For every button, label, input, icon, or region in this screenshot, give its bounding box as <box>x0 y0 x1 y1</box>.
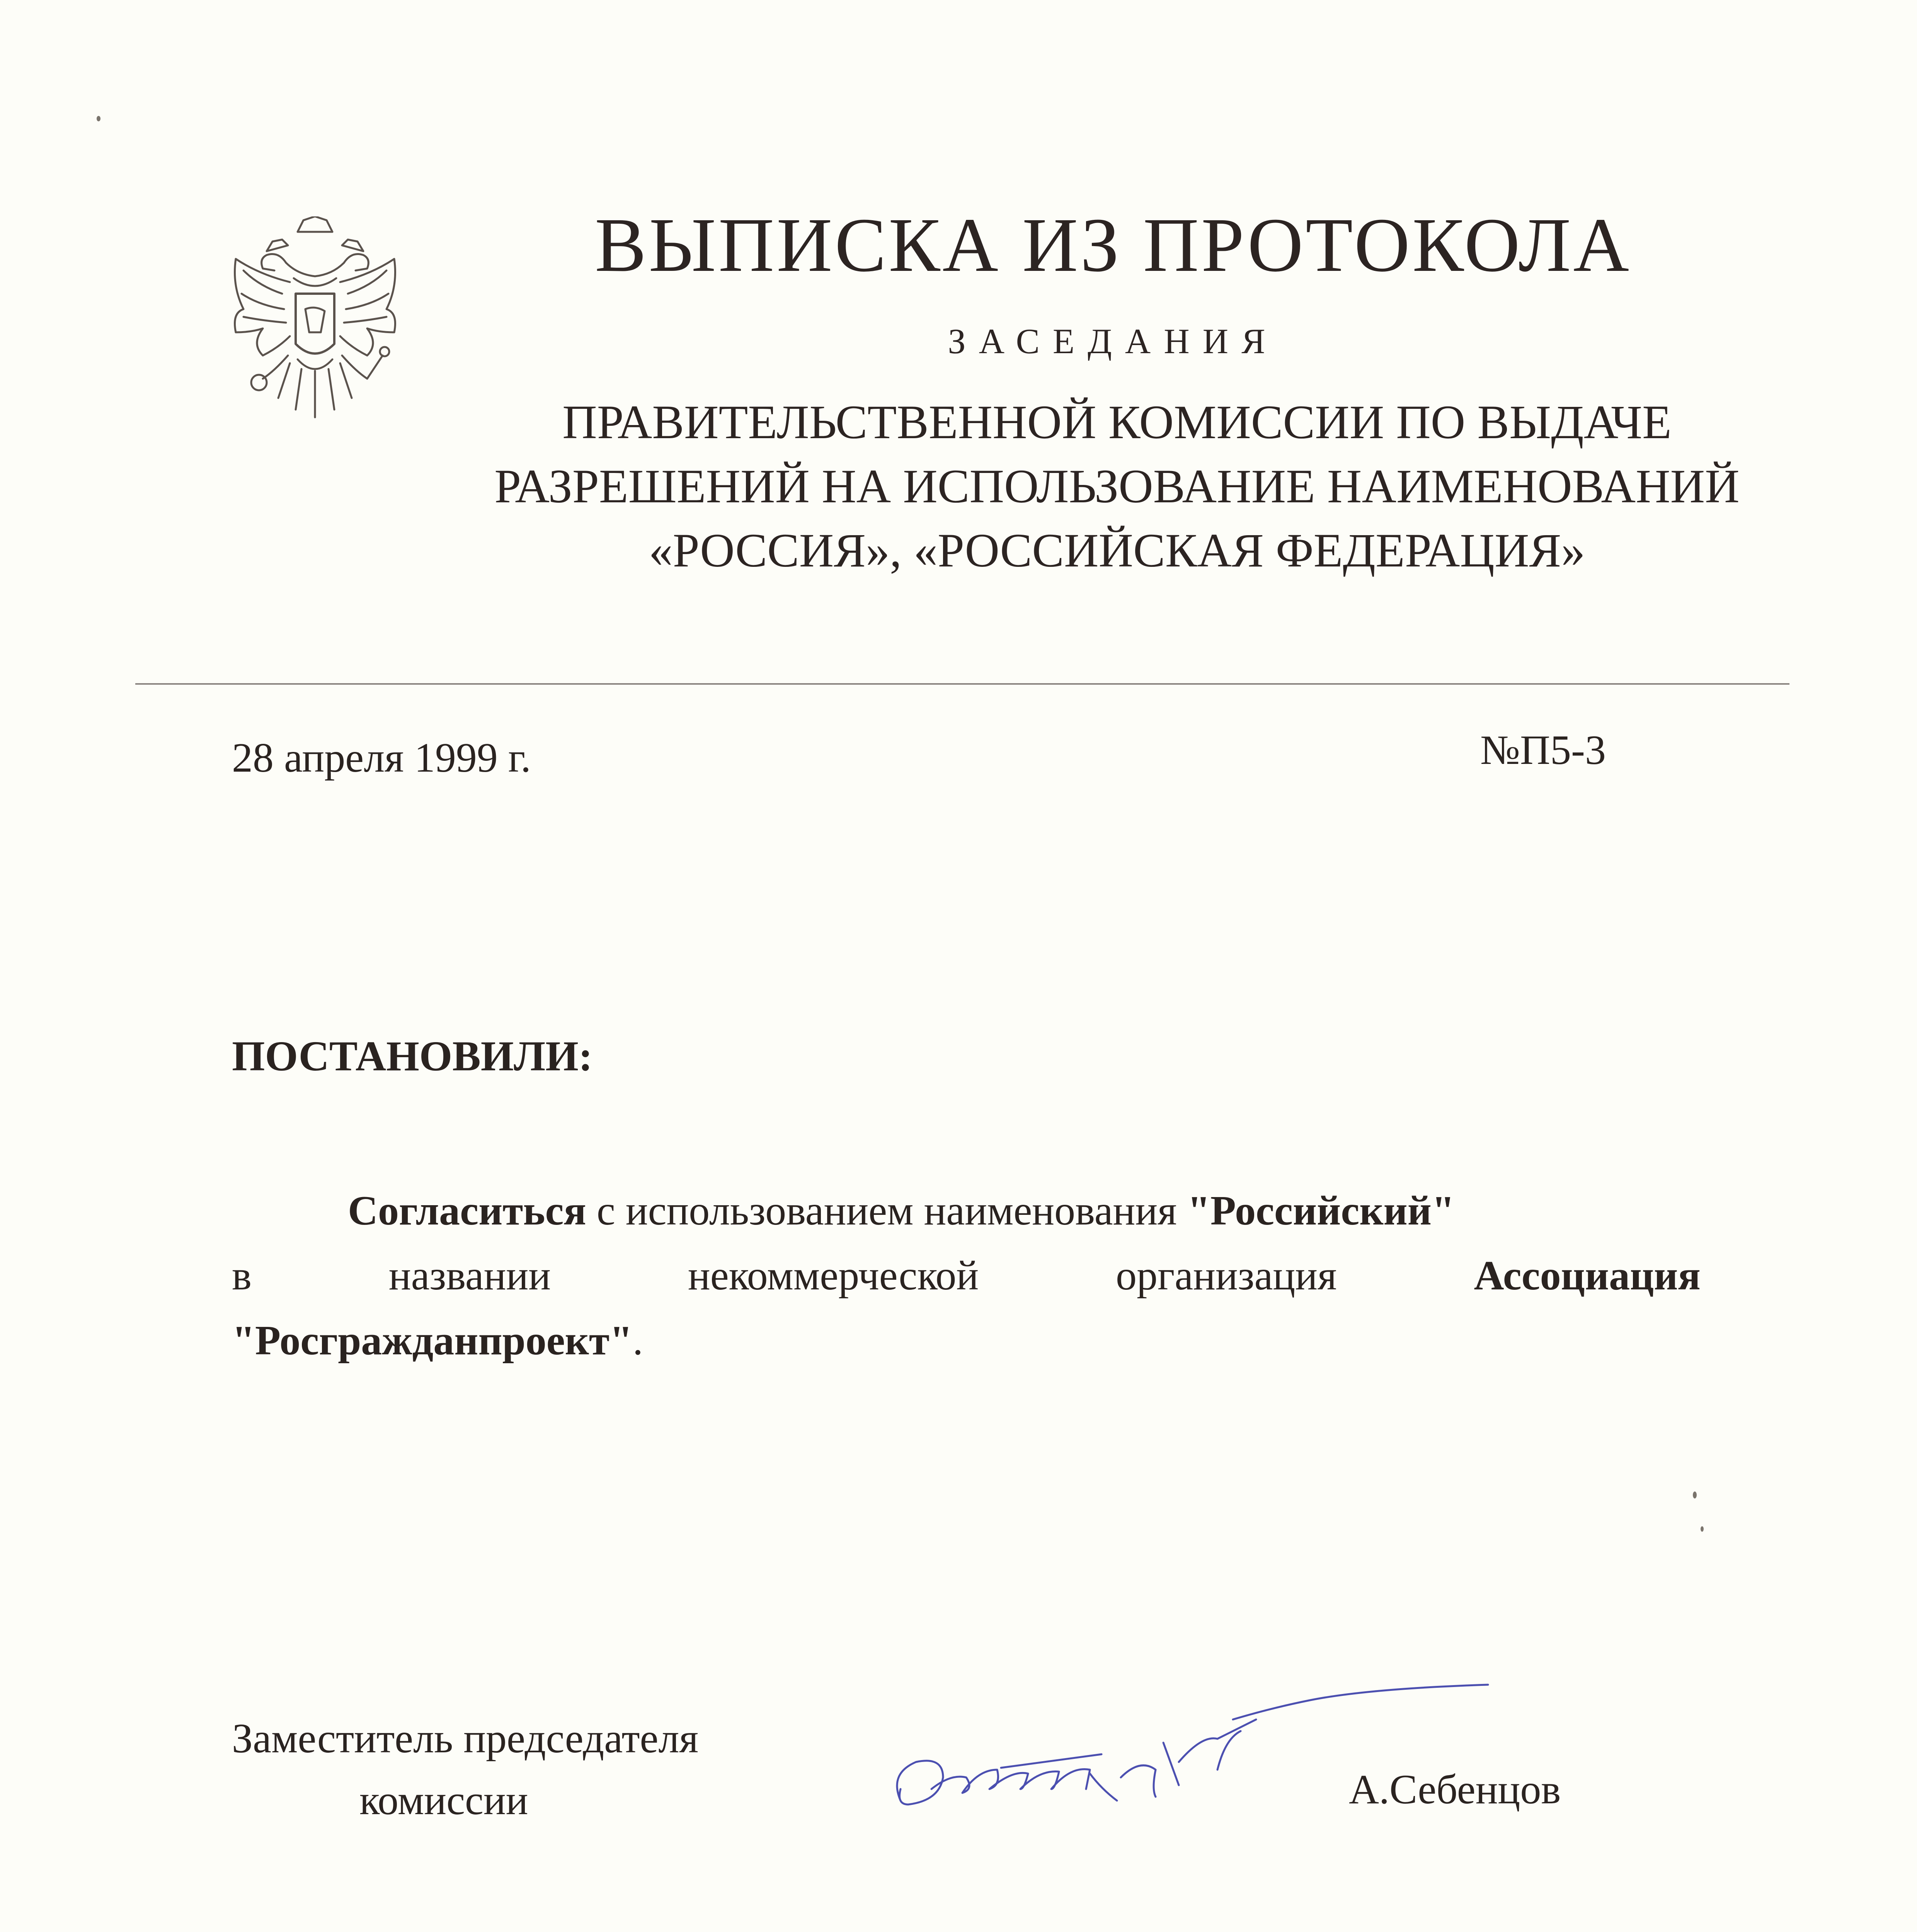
signer-name: А.Себенцов <box>1349 1767 1561 1813</box>
word: Ассоциация <box>1474 1253 1701 1299</box>
word: в <box>232 1253 252 1299</box>
period: . <box>632 1318 643 1364</box>
double-headed-eagle-icon <box>220 216 410 433</box>
commission-line: ПРАВИТЕЛЬСТВЕННОЙ КОМИССИИ ПО ВЫДАЧЕ <box>562 396 1672 449</box>
resolution-text <box>232 1179 1701 1373</box>
commission-name <box>417 390 1817 583</box>
scan-speck <box>1693 1492 1697 1498</box>
document-title: ВЫПИСКА ИЗ ПРОТОКОЛА <box>594 202 1631 288</box>
protocol-date: 28 апреля 1999 г. <box>232 735 531 781</box>
commission-line: РАЗРЕШЕНИЙ НА ИСПОЛЬЗОВАНИЕ НАИМЕНОВАНИЙ <box>494 460 1740 513</box>
scan-speck <box>1701 1526 1704 1532</box>
word: некоммерческой <box>688 1253 979 1299</box>
commission-line: «РОССИЯ», «РОССИЙСКАЯ ФЕДЕРАЦИЯ» <box>649 524 1585 577</box>
header-divider <box>135 683 1789 685</box>
resolution-verb: Согласиться <box>348 1188 586 1234</box>
scan-speck <box>97 116 100 121</box>
word: организация <box>1115 1253 1337 1299</box>
resolution-line-1 <box>232 1179 1701 1243</box>
approved-name: "Российский" <box>1187 1188 1455 1234</box>
word: названии <box>388 1253 551 1299</box>
signer-position <box>232 1708 698 1832</box>
resolution-phrase: с использованием наименования <box>586 1188 1187 1234</box>
resolution-heading: ПОСТАНОВИЛИ: <box>232 1032 593 1080</box>
organization-name: "Росгражданпроект" <box>232 1318 633 1364</box>
resolution-line-2 <box>232 1243 1701 1308</box>
signer-position-line-1: Заместитель председателя <box>232 1716 699 1762</box>
resolution-line-3 <box>232 1308 1701 1373</box>
signer-position-line-2: комиссии <box>359 1777 528 1823</box>
protocol-number: №П5-3 <box>1480 727 1606 773</box>
document-subtitle: ЗАСЕДАНИЯ <box>948 321 1279 361</box>
